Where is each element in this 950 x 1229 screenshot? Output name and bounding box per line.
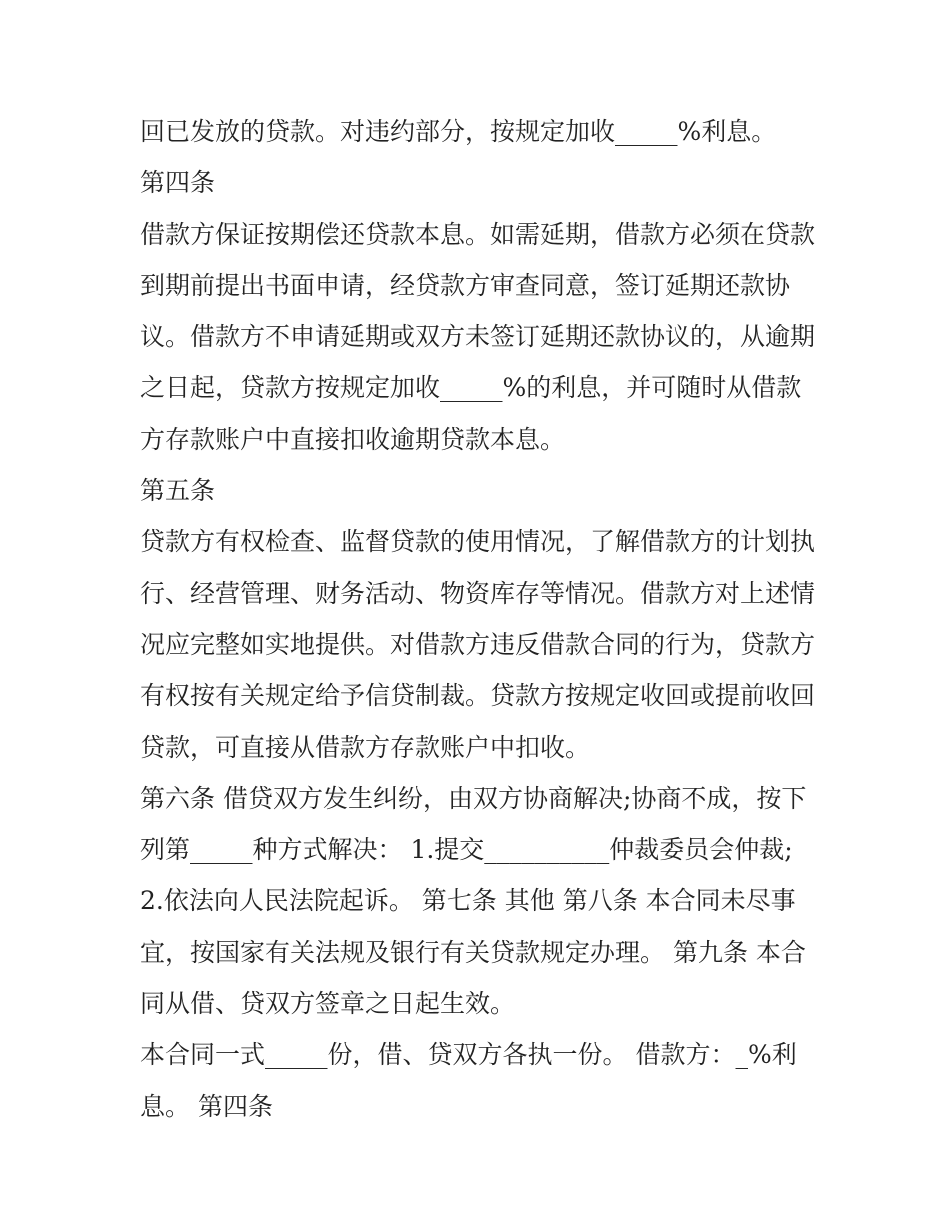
text-line: 况应完整如实地提供。对借款方违反借款合同的行为，贷款方 <box>140 629 816 659</box>
text-line: 同从借、贷双方签章之日起生效。 <box>140 989 516 1019</box>
text-line: 贷款，可直接从借款方存款账户中扣收。 <box>140 732 591 762</box>
text-line: 2.依法向人民法院起诉。 第七条 其他 第八条 本合同未尽事 <box>140 886 796 916</box>
text-line: 列第_____种方式解决： 1.提交__________仲裁委员会仲裁; <box>140 835 793 865</box>
text-line: 行、经营管理、财务活动、物资库存等情况。借款方对上述情 <box>140 578 816 608</box>
text-line: 回已发放的贷款。对违约部分，按规定加收_____%利息。 <box>140 117 777 146</box>
text-line: 到期前提出书面申请，经贷款方审查同意，签订延期还款协 <box>140 270 791 300</box>
article-heading: 第四条 <box>140 168 216 198</box>
text-line: 之日起，贷款方按规定加收_____%的利息，并可随时从借款 <box>140 373 802 403</box>
text-line: 有权按有关规定给予信贷制裁。贷款方按规定收回或提前收回 <box>140 681 816 711</box>
text-line: 本合同一式_____份，借、贷双方各执一份。 借款方：_%利 <box>140 1040 797 1070</box>
text-line: 借款方保证按期偿还贷款本息。如需延期，借款方必须在贷款 <box>140 219 816 249</box>
text-line: 贷款方有权检查、监督贷款的使用情况，了解借款方的计划执 <box>140 527 816 557</box>
text-line: 息。 第四条 <box>140 1091 273 1121</box>
text-line: 方存款账户中直接扣收逾期贷款本息。 <box>140 424 566 454</box>
text-line: 第六条 借贷双方发生纠纷，由双方协商解决;协商不成，按下 <box>140 783 807 813</box>
text-line: 宜，按国家有关法规及银行有关贷款规定办理。 第九条 本合 <box>140 937 806 967</box>
article-heading: 第五条 <box>140 476 216 506</box>
text-line: 议。借款方不申请延期或双方未签订延期还款协议的，从逾期 <box>140 322 816 352</box>
contract-text <box>140 106 830 1132</box>
